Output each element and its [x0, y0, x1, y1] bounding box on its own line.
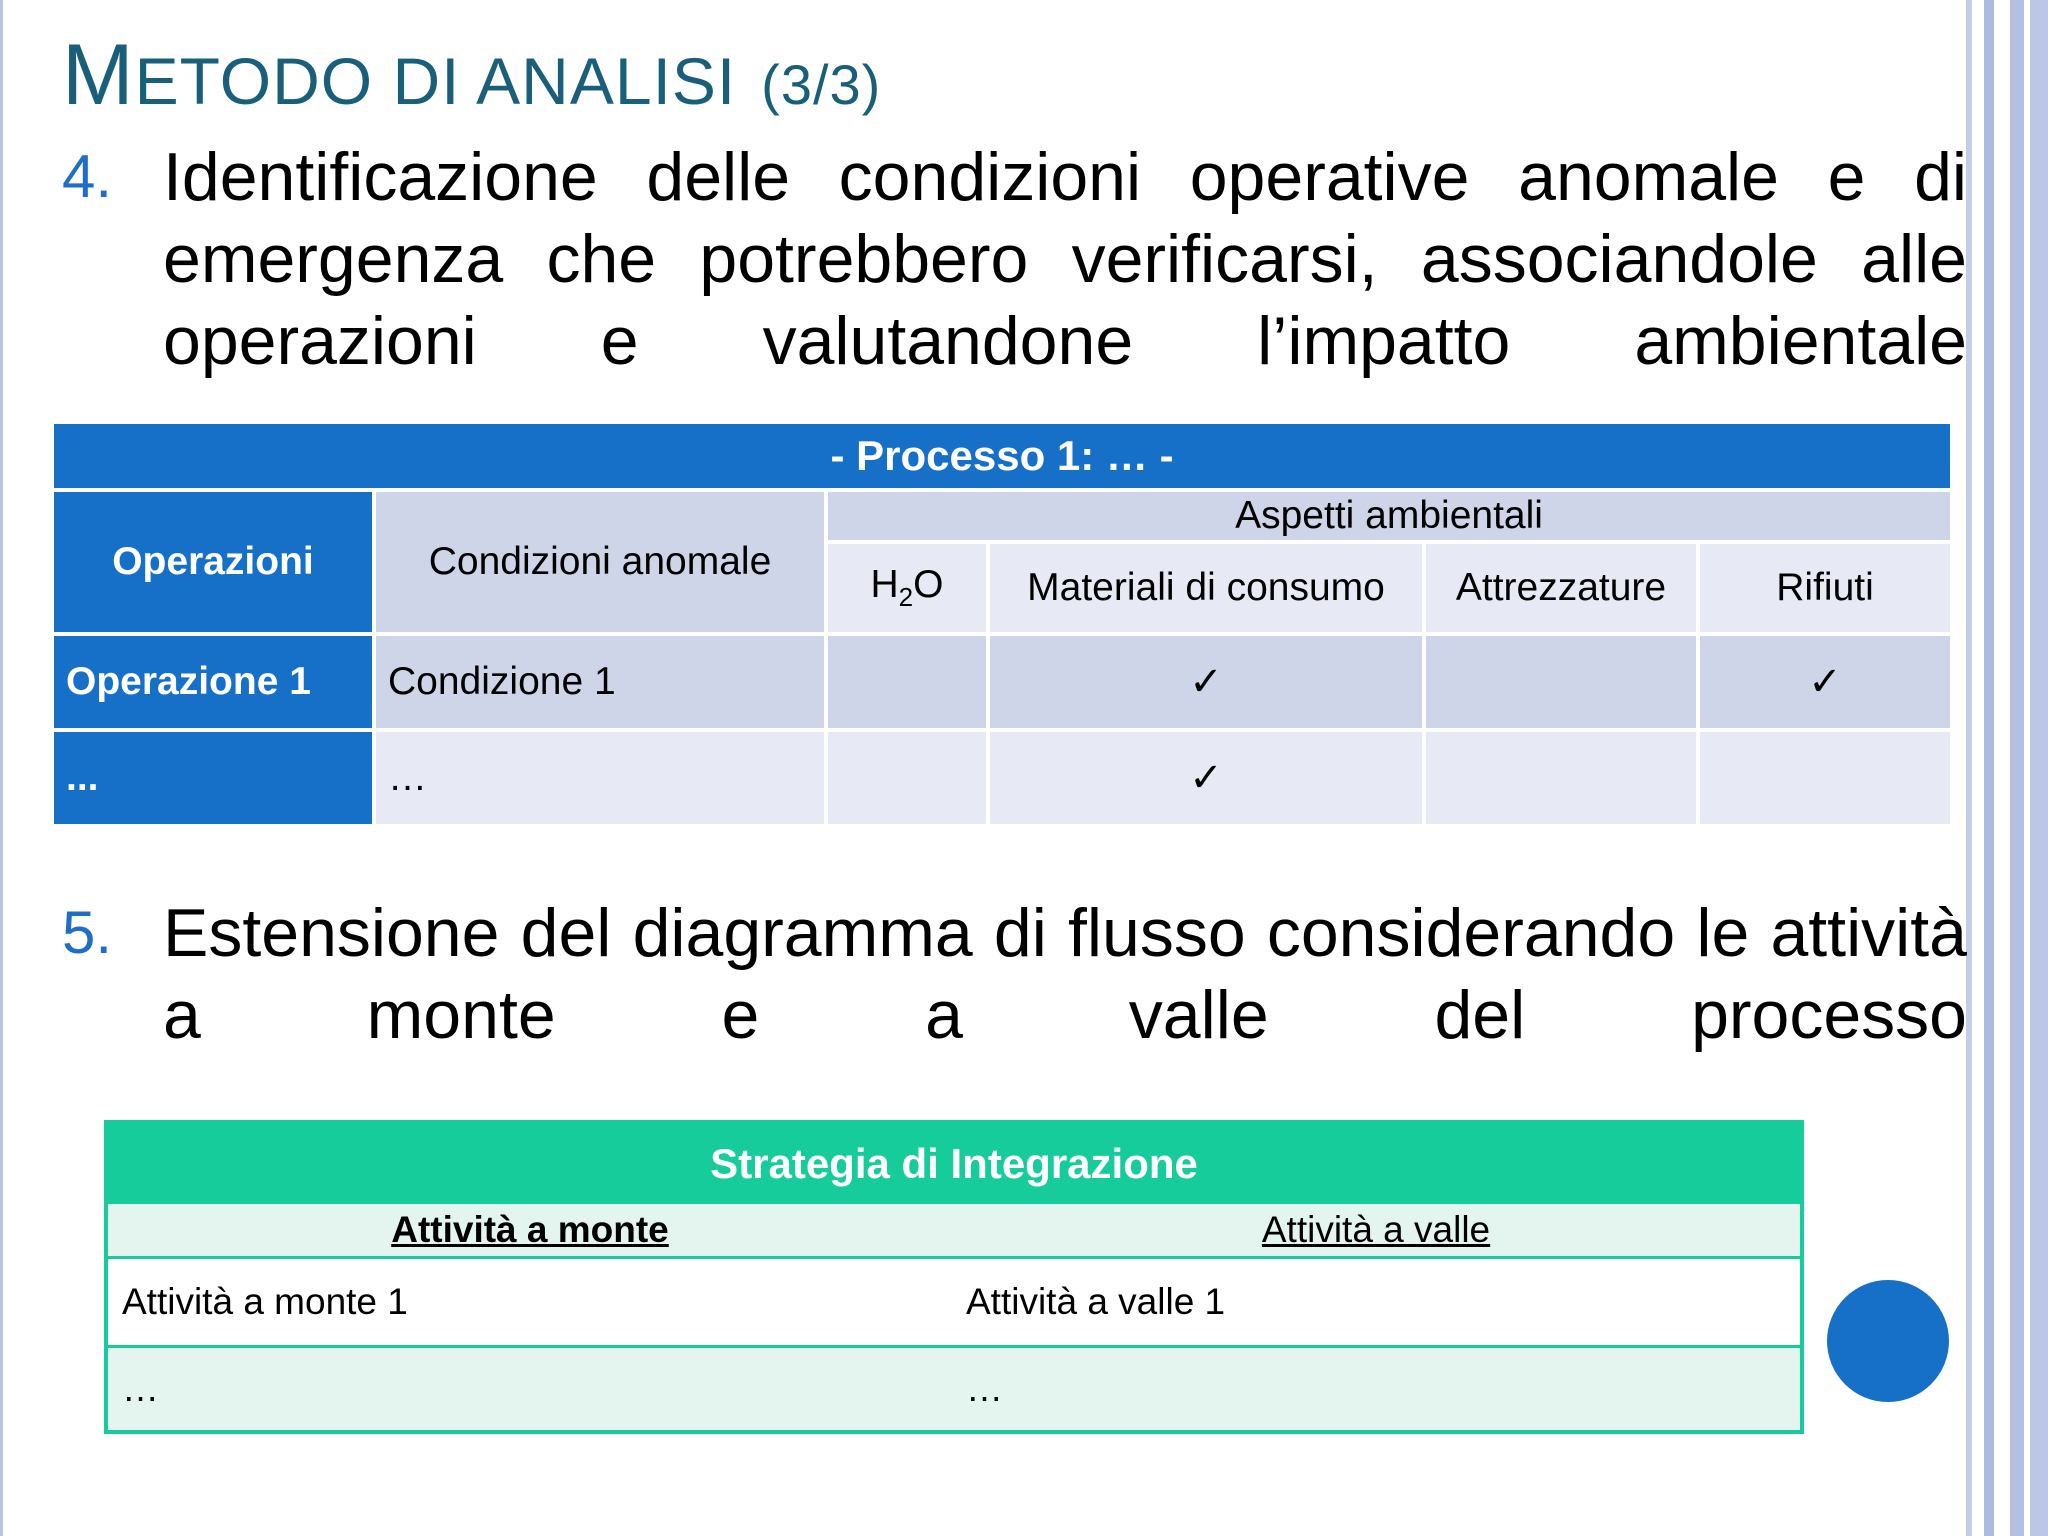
cell-downstream: … — [952, 1347, 1802, 1433]
point-5-text: Estensione del diagramma di flusso considerando le attività a monte e a valle del processo — [163, 895, 1967, 1053]
header-downstream: Attività a valle — [952, 1204, 1802, 1258]
cell-downstream: Attività a valle 1 — [952, 1258, 1802, 1347]
row-h2o — [826, 730, 988, 826]
row-h2o — [826, 634, 988, 730]
table-row — [52, 730, 1952, 826]
point-4-text: Identificazione delle condizioni operative anomale e di emergenza che potrebbero verificarsi, associandole alle operazioni e valutandone l’impatto ambientale — [163, 139, 1967, 379]
row-condition: Condizione 1 — [374, 634, 826, 730]
table-row — [52, 634, 1952, 730]
header-h2o: $H_2O$ — [826, 542, 988, 634]
table-row — [106, 1347, 1802, 1433]
title-first-letter: M — [62, 27, 135, 123]
decorative-right-border — [1966, 0, 2048, 1536]
row-materials-check: ✓ — [988, 730, 1424, 826]
header-conditions: Condizioni anomale — [374, 490, 826, 634]
row-equipment — [1424, 634, 1698, 730]
title-rest: ETODO DI ANALISI — [134, 44, 737, 118]
cell-upstream: Attività a monte 1 — [106, 1258, 952, 1347]
point-4-number: 4. — [62, 143, 113, 210]
row-operation: Operazione 1 — [52, 634, 374, 730]
header-materials: Materiali di consumo — [988, 542, 1424, 634]
row-condition: … — [374, 730, 826, 826]
row-waste-check — [1698, 730, 1952, 826]
header-operations: Operazioni — [52, 490, 374, 634]
slide-title — [62, 26, 881, 125]
header-upstream: Attività a monte — [106, 1204, 952, 1258]
row-materials-check: ✓ — [988, 634, 1424, 730]
point-5-number: 5. — [62, 899, 113, 966]
strategy-table-title: Strategia di Integrazione — [106, 1122, 1802, 1204]
process-table — [50, 420, 1954, 828]
table-row — [106, 1258, 1802, 1347]
title-page-counter: (3/3) — [761, 53, 882, 116]
process-table-title: - Processo 1: … - — [52, 422, 1952, 490]
decorative-circle — [1827, 1280, 1949, 1402]
row-equipment — [1424, 730, 1698, 826]
header-aspects: Aspetti ambientali — [826, 490, 1952, 542]
row-operation: ... — [52, 730, 374, 826]
row-waste-check: ✓ — [1698, 634, 1952, 730]
header-equipment: Attrezzature — [1424, 542, 1698, 634]
strategy-table — [104, 1120, 1804, 1434]
header-waste: Rifiuti — [1698, 542, 1952, 634]
cell-upstream: … — [106, 1347, 952, 1433]
